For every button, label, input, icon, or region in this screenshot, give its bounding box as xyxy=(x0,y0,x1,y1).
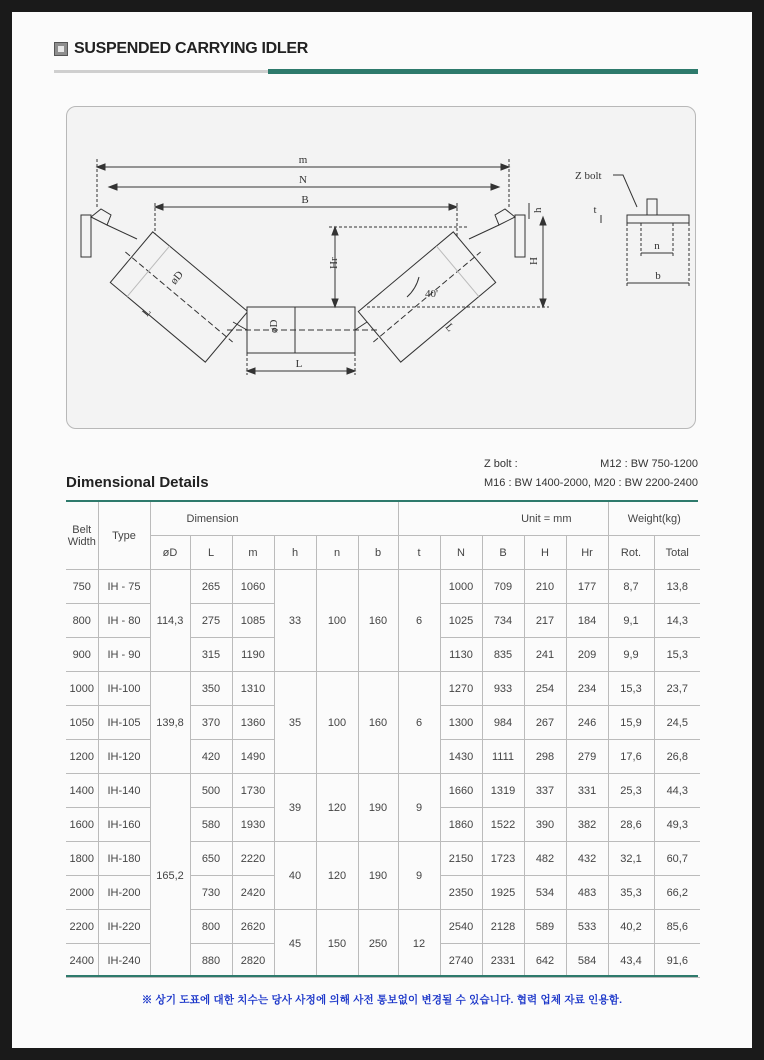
cell-l: 650 xyxy=(190,842,232,876)
cell-rot: 15,3 xyxy=(608,672,654,706)
cell-l: 800 xyxy=(190,910,232,944)
arrow-icon xyxy=(155,204,163,210)
cell-b-small: 160 xyxy=(358,672,398,774)
cell-l: 315 xyxy=(190,638,232,672)
arrow-icon xyxy=(247,368,255,374)
title-rule-green xyxy=(268,69,698,74)
cell-b-big: 1319 xyxy=(482,774,524,808)
dimension-table xyxy=(66,502,700,978)
title-square-icon xyxy=(54,42,68,56)
cell-hr: 584 xyxy=(566,944,608,978)
cell-rot: 32,1 xyxy=(608,842,654,876)
cell-hr: 382 xyxy=(566,808,608,842)
cell-type: IH-100 xyxy=(98,672,150,706)
header-unit: Unit = mm xyxy=(398,502,608,536)
section-title: Dimensional Details xyxy=(66,474,209,491)
arrow-icon xyxy=(332,299,338,307)
cell-belt-width: 1400 xyxy=(66,774,98,808)
cell-h-big: 210 xyxy=(524,570,566,604)
cell-type: IH - 80 xyxy=(98,604,150,638)
col-header: b xyxy=(358,536,398,570)
cell-rot: 8,7 xyxy=(608,570,654,604)
cell-belt-width: 1600 xyxy=(66,808,98,842)
arrow-icon xyxy=(97,164,105,170)
label-n-small: n xyxy=(654,240,660,252)
label-l-center: L xyxy=(295,358,303,370)
cell-m: 2620 xyxy=(232,910,274,944)
table-row xyxy=(66,570,700,604)
cell-rot: 9,9 xyxy=(608,638,654,672)
cell-n-big: 2150 xyxy=(440,842,482,876)
cell-belt-width: 1000 xyxy=(66,672,98,706)
cell-type: IH-105 xyxy=(98,706,150,740)
cell-type: IH-200 xyxy=(98,876,150,910)
cell-b-big: 1111 xyxy=(482,740,524,774)
label-n: N xyxy=(299,174,307,186)
label-m: m xyxy=(298,154,308,166)
cell-d: 165,2 xyxy=(150,774,190,978)
left-hinge xyxy=(91,209,111,225)
cell-total: 85,6 xyxy=(654,910,700,944)
cell-t: 9 xyxy=(398,842,440,910)
cell-l: 500 xyxy=(190,774,232,808)
col-header: n xyxy=(316,536,358,570)
cell-n: 100 xyxy=(316,570,358,672)
cell-h-big: 482 xyxy=(524,842,566,876)
cell-type: IH-120 xyxy=(98,740,150,774)
cell-b-big: 1522 xyxy=(482,808,524,842)
table-row xyxy=(66,774,700,808)
cell-belt-width: 750 xyxy=(66,570,98,604)
arrow-icon xyxy=(109,184,117,190)
cell-b-small: 250 xyxy=(358,910,398,978)
cell-hr: 432 xyxy=(566,842,608,876)
cell-n-big: 1270 xyxy=(440,672,482,706)
cell-hr: 177 xyxy=(566,570,608,604)
cell-l: 350 xyxy=(190,672,232,706)
cell-total: 13,8 xyxy=(654,570,700,604)
cell-type: IH-240 xyxy=(98,944,150,978)
left-bracket xyxy=(81,215,91,257)
cell-type: IH - 75 xyxy=(98,570,150,604)
col-header: L xyxy=(190,536,232,570)
cell-b-big: 933 xyxy=(482,672,524,706)
cell-rot: 25,3 xyxy=(608,774,654,808)
cell-h-big: 298 xyxy=(524,740,566,774)
cell-b-big: 709 xyxy=(482,570,524,604)
label-angle: 40' xyxy=(425,288,438,300)
technical-drawing xyxy=(66,106,696,429)
arrow-icon xyxy=(540,299,546,307)
cell-t: 6 xyxy=(398,570,440,672)
cell-h-big: 217 xyxy=(524,604,566,638)
center-link-right xyxy=(355,322,367,330)
label-b-small: b xyxy=(655,270,661,282)
z-bolt-head-icon xyxy=(647,199,657,215)
cell-n-big: 1300 xyxy=(440,706,482,740)
label-t: t xyxy=(593,204,597,216)
cell-h: 40 xyxy=(274,842,316,910)
cell-h-big: 534 xyxy=(524,876,566,910)
cell-hr: 331 xyxy=(566,774,608,808)
right-hinge xyxy=(495,209,515,225)
right-bracket xyxy=(515,215,525,257)
cell-m: 2820 xyxy=(232,944,274,978)
col-header: øD xyxy=(150,536,190,570)
cell-b-big: 835 xyxy=(482,638,524,672)
cell-belt-width: 2000 xyxy=(66,876,98,910)
cell-rot: 9,1 xyxy=(608,604,654,638)
cell-m: 1060 xyxy=(232,570,274,604)
cell-rot: 17,6 xyxy=(608,740,654,774)
cell-belt-width: 2400 xyxy=(66,944,98,978)
cell-n: 100 xyxy=(316,672,358,774)
cell-l: 730 xyxy=(190,876,232,910)
col-header: H xyxy=(524,536,566,570)
cell-type: IH-220 xyxy=(98,910,150,944)
cell-hr: 209 xyxy=(566,638,608,672)
arrow-icon xyxy=(540,217,546,225)
z-bolt-spec-line2: M16 : BW 1400-2000, M20 : BW 2200-2400 xyxy=(483,477,698,489)
arrow-icon xyxy=(332,227,338,235)
cell-hr: 279 xyxy=(566,740,608,774)
label-d-left: øD xyxy=(168,268,186,287)
cell-belt-width: 900 xyxy=(66,638,98,672)
table-bottom-rule xyxy=(66,975,698,977)
cell-hr: 184 xyxy=(566,604,608,638)
label-l-left: L xyxy=(140,306,154,319)
cell-l: 275 xyxy=(190,604,232,638)
z-bolt-plate xyxy=(627,215,689,223)
cell-hr: 483 xyxy=(566,876,608,910)
cell-total: 26,8 xyxy=(654,740,700,774)
cell-b-big: 1925 xyxy=(482,876,524,910)
cell-belt-width: 1200 xyxy=(66,740,98,774)
cell-d: 139,8 xyxy=(150,672,190,774)
cell-h: 35 xyxy=(274,672,316,774)
cell-h-big: 390 xyxy=(524,808,566,842)
cell-h-big: 267 xyxy=(524,706,566,740)
label-d-center: øD xyxy=(268,319,280,333)
cell-l: 420 xyxy=(190,740,232,774)
cell-type: IH-180 xyxy=(98,842,150,876)
cell-rot: 43,4 xyxy=(608,944,654,978)
cell-m: 1190 xyxy=(232,638,274,672)
cell-l: 265 xyxy=(190,570,232,604)
cell-b-big: 984 xyxy=(482,706,524,740)
page-title: SUSPENDED CARRYING IDLER xyxy=(74,40,309,57)
header-type: Type xyxy=(98,502,150,570)
cell-rot: 28,6 xyxy=(608,808,654,842)
cell-d: 114,3 xyxy=(150,570,190,672)
cell-n: 120 xyxy=(316,774,358,842)
cell-n: 150 xyxy=(316,910,358,978)
col-header: N xyxy=(440,536,482,570)
cell-m: 1490 xyxy=(232,740,274,774)
cell-total: 15,3 xyxy=(654,638,700,672)
cell-n-big: 1130 xyxy=(440,638,482,672)
table-row xyxy=(66,672,700,706)
cell-b-small: 190 xyxy=(358,842,398,910)
cell-l: 580 xyxy=(190,808,232,842)
cell-h-big: 241 xyxy=(524,638,566,672)
left-roller xyxy=(104,227,254,368)
cell-n-big: 2740 xyxy=(440,944,482,978)
arrow-icon xyxy=(491,184,499,190)
cell-hr: 234 xyxy=(566,672,608,706)
cell-type: IH-140 xyxy=(98,774,150,808)
col-header: B xyxy=(482,536,524,570)
label-h-small: h xyxy=(532,207,544,213)
col-header: Total xyxy=(654,536,700,570)
cell-belt-width: 1800 xyxy=(66,842,98,876)
arrow-icon xyxy=(501,164,509,170)
col-header: t xyxy=(398,536,440,570)
cell-rot: 35,3 xyxy=(608,876,654,910)
cell-hr: 246 xyxy=(566,706,608,740)
z-bolt-spec-label: Z bolt : xyxy=(484,458,518,470)
cell-total: 91,6 xyxy=(654,944,700,978)
cell-b-big: 734 xyxy=(482,604,524,638)
cell-n-big: 1430 xyxy=(440,740,482,774)
col-header: Hr xyxy=(566,536,608,570)
chain-left xyxy=(107,225,137,239)
cell-h: 33 xyxy=(274,570,316,672)
cell-total: 14,3 xyxy=(654,604,700,638)
arrow-icon xyxy=(449,204,457,210)
cell-h-big: 337 xyxy=(524,774,566,808)
cell-h: 45 xyxy=(274,910,316,978)
cell-b-small: 190 xyxy=(358,774,398,842)
header-weight: Weight(kg) xyxy=(608,502,700,536)
cell-m: 1730 xyxy=(232,774,274,808)
cell-n-big: 2350 xyxy=(440,876,482,910)
cell-m: 2420 xyxy=(232,876,274,910)
cell-type: IH-160 xyxy=(98,808,150,842)
cell-l: 880 xyxy=(190,944,232,978)
cell-m: 1310 xyxy=(232,672,274,706)
cell-t: 12 xyxy=(398,910,440,978)
cell-total: 44,3 xyxy=(654,774,700,808)
label-l-right: L xyxy=(442,321,457,335)
cell-total: 49,3 xyxy=(654,808,700,842)
cell-rot: 15,9 xyxy=(608,706,654,740)
cell-belt-width: 2200 xyxy=(66,910,98,944)
cell-n-big: 1000 xyxy=(440,570,482,604)
label-h-big: H xyxy=(528,257,540,265)
cell-rot: 40,2 xyxy=(608,910,654,944)
cell-total: 24,5 xyxy=(654,706,700,740)
z-bolt-spec-line1: M12 : BW 750-1200 xyxy=(600,458,698,470)
cell-m: 2220 xyxy=(232,842,274,876)
cell-n-big: 1660 xyxy=(440,774,482,808)
cell-hr: 533 xyxy=(566,910,608,944)
cell-type: IH - 90 xyxy=(98,638,150,672)
header-dimension: Dimension xyxy=(150,502,398,536)
label-z-bolt: Z bolt xyxy=(575,170,602,182)
cell-n-big: 1860 xyxy=(440,808,482,842)
cell-belt-width: 800 xyxy=(66,604,98,638)
cell-b-big: 2331 xyxy=(482,944,524,978)
cell-t: 9 xyxy=(398,774,440,842)
cell-h-big: 642 xyxy=(524,944,566,978)
cell-b-small: 160 xyxy=(358,570,398,672)
cell-h: 39 xyxy=(274,774,316,842)
col-header: h xyxy=(274,536,316,570)
cell-n-big: 1025 xyxy=(440,604,482,638)
cell-b-big: 2128 xyxy=(482,910,524,944)
col-header: Rot. xyxy=(608,536,654,570)
cell-m: 1360 xyxy=(232,706,274,740)
header-belt-width: Belt Width xyxy=(66,502,98,570)
cell-h-big: 589 xyxy=(524,910,566,944)
cell-m: 1930 xyxy=(232,808,274,842)
cell-belt-width: 1050 xyxy=(66,706,98,740)
z-bolt-leader xyxy=(613,175,637,207)
cell-h-big: 254 xyxy=(524,672,566,706)
arrow-icon xyxy=(347,368,355,374)
cell-b-big: 1723 xyxy=(482,842,524,876)
cell-m: 1085 xyxy=(232,604,274,638)
cell-n-big: 2540 xyxy=(440,910,482,944)
cell-total: 66,2 xyxy=(654,876,700,910)
cell-total: 60,7 xyxy=(654,842,700,876)
cell-t: 6 xyxy=(398,672,440,774)
title-rule-gray xyxy=(54,70,268,73)
label-hr: Hr xyxy=(328,257,340,269)
cell-n: 120 xyxy=(316,842,358,910)
cell-total: 23,7 xyxy=(654,672,700,706)
cell-l: 370 xyxy=(190,706,232,740)
footer-note: ※ 상기 도표에 대한 치수는 당사 사정에 의해 사전 통보없이 변경될 수 있습니다. 협력 업체 자료 인용함. xyxy=(141,994,623,1006)
chain-right xyxy=(469,225,499,239)
label-b: B xyxy=(301,194,309,206)
col-header: m xyxy=(232,536,274,570)
